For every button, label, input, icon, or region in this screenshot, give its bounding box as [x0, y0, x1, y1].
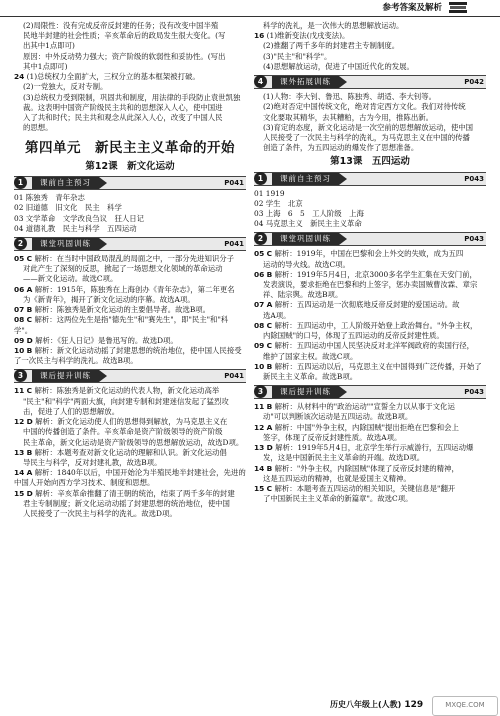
section-header-preview [254, 172, 486, 186]
answer-10 [14, 346, 246, 366]
choice-answer: C [266, 249, 273, 259]
explanation-text: 解析：在当时中国政局混乱的局面之中，一部分先进知识分子 [34, 254, 235, 264]
answer-08 [254, 321, 486, 341]
explanation-text: 解析：本题考查五四运动的相关知识，关键信息是"翻开 [274, 483, 456, 493]
choice-answer: B [266, 361, 273, 371]
explanation-text: 民主革命，新文化运动是资产阶级领导的思想解放运动，故选D项。 [23, 437, 244, 447]
choice-answer: B [26, 305, 33, 315]
explanation-text: 解析：中国"外争主权，内除国贼"提出拒绝在巴黎和会上 [274, 422, 459, 432]
fill-answer: 01 1919 [254, 188, 285, 198]
book-stack-icon [448, 1, 468, 14]
question-number: 09 [254, 341, 265, 351]
text-line: 出其中1点即可) [23, 41, 75, 51]
question-number: 14 [14, 468, 25, 478]
page-footer [330, 699, 423, 711]
explanation-text: 运动的导火线。故选C项。 [263, 259, 350, 269]
text-line: 创造了条件，为五四运动的爆发作了思想准备。 [263, 143, 419, 153]
text-line: 民地半封建的社会性质；辛亥革命后的政局发生很大变化。(写 [23, 31, 226, 41]
text-line: (3)"民主"和"科学"。 [263, 51, 332, 61]
question-number: 10 [14, 345, 25, 355]
answer-14 [14, 468, 246, 488]
explanation-text: 解析：从材料中的"政治运动""宣誓全力以从事于文化运 [274, 402, 455, 412]
explanation-text: 这是五四运动的精神，也就是爱国主义精神。 [263, 473, 411, 483]
text-line: 科学的洗礼，是一次伟大的思想解放运动。 [263, 21, 404, 30]
unit-title: 第四单元 新民主主义革命的开始 [25, 140, 235, 157]
explanation-text: 解析：五四运动是一次彻底地反帝反封建的爱国运动。故 [274, 300, 460, 310]
section-page-ref: P043 [464, 235, 484, 244]
section-page-ref: P041 [224, 179, 244, 188]
explanation-text: "民主"和"科学"两面大旗，向封建专制和封建迷信发起了猛烈攻 [23, 396, 229, 406]
explanation-text: 解析：新文化运动使人们的思想得到解放，为马克思主义在 [35, 417, 228, 427]
explanation-text: 发，这是中国新民主主义革命的开端。故选D项。 [263, 453, 425, 463]
answer-06 [254, 270, 486, 301]
text-line: 的思想。 [23, 123, 53, 133]
answer-12 [14, 417, 246, 448]
header-title: 参考答案及解析 [382, 3, 442, 13]
answer-12 [254, 423, 486, 443]
section-header-homework [14, 369, 246, 383]
watermark-badge: MXQE.COM [432, 696, 498, 716]
section-number-badge: 1 [254, 172, 267, 185]
explanation-text: 解析：1840年以后，中国开始沦为半殖民地半封建社会，先进的中国人开始向西方学习技术、制度和思想。 [14, 468, 246, 488]
explanation-text: 解析："外争主权，内除国贼"体现了反帝反封建的精神， [274, 463, 459, 473]
choice-answer: A [266, 422, 273, 432]
fill-answer: 02 学生 北京 [254, 198, 303, 208]
choice-answer: B [266, 463, 273, 473]
text-line: (4)思想解放运动，促进了中国近代化的发展。 [263, 61, 414, 71]
section-header-classwork [254, 232, 486, 246]
explanation-text: 祥、陆宗舆。故选B项。 [263, 290, 343, 300]
section-page-ref: P041 [224, 372, 244, 381]
answer-09 [14, 336, 246, 346]
page-header [0, 0, 500, 17]
right-column [254, 21, 486, 504]
explanation-text: 发表演说，要求拒绝在巴黎和约上签字，惩办卖国贼曹汝霖、章宗 [263, 280, 478, 290]
section-number-badge: 3 [254, 385, 267, 398]
section-label: 课后提升训练 [272, 386, 339, 398]
text-line: (3)育定的态度，新文化运动是一次空前的思想解放运动，使中国 [263, 122, 474, 132]
explanation-text: 为《新青年》，揭开了新文化运动的序幕。故选A项。 [23, 294, 195, 304]
choice-answer: A [266, 300, 273, 310]
explanation-text: 导民主与科学，反对封建礼教，故选B项。 [23, 457, 162, 467]
choice-answer: B [26, 447, 33, 457]
explanation-text: 解析：这两位先生是指"德先生"和"赛先生"，即"民主"和"科学"。 [14, 315, 229, 335]
section-header-extension [254, 75, 486, 89]
explanation-text: 解析：本题考查对新文化运动的理解和认识。新文化运动倡 [34, 447, 227, 457]
choice-answer: A [26, 284, 33, 294]
explanation-text: 人民接受了一次民主与科学的洗礼。故选D项。 [23, 509, 177, 519]
question-number: 15 [254, 483, 265, 493]
question-number: 10 [254, 361, 265, 371]
fill-answer: 01 陈独秀 青年杂志 [14, 193, 85, 203]
question-number: 16 [254, 31, 265, 41]
answer-07 [14, 305, 246, 315]
choice-answer: B [26, 345, 33, 355]
explanation-text: 解析：1915年，陈独秀在上海创办《青年杂志》，第二年更名 [34, 284, 235, 294]
choice-answer: D [26, 335, 33, 345]
explanation-text: 维护了国家主权。故选C项。 [263, 351, 358, 361]
footer-book-title: 历史八年级上(人教) [330, 700, 402, 709]
explanation-text: 了中国新民主主义革命的新篇章"。故选C项。 [263, 494, 413, 504]
question-number: 05 [254, 249, 265, 259]
explanation-text: 击，促进了人们的思想解放。 [23, 406, 120, 416]
choice-answer: C [26, 315, 33, 325]
page-number: 129 [404, 700, 424, 710]
choice-answer: C [266, 483, 273, 493]
text-line: (3)总统权力受到限制，巩固共和制度，用法律的手段防止袁世凯独 [23, 92, 241, 102]
answer-24 [14, 72, 246, 82]
answer-11 [14, 386, 246, 417]
answer-13 [254, 443, 486, 463]
question-number: 13 [254, 443, 265, 453]
left-column [14, 21, 246, 519]
answer-23-continued [14, 21, 246, 72]
explanation-text: 解析：五四运动以后，马克思主义在中国得到广泛传播，开始了 [274, 361, 482, 371]
explanation-text: 解析：1919年，中国在巴黎和会上外交的失败，成为五四 [274, 249, 464, 259]
section-number-badge: 2 [14, 237, 27, 250]
question-number: 06 [14, 284, 25, 294]
section-header-classwork [14, 237, 246, 251]
section-label: 课堂巩固训练 [272, 233, 339, 245]
question-number: 13 [14, 447, 25, 457]
answer-text: (1)维新变法(戊戌变法)。 [266, 31, 350, 41]
explanation-text: 对此产生了深刻的反思，掀起了一场思想文化领域的革命运动 [23, 264, 223, 274]
explanation-text: 解析：陈独秀是新文化运动的代表人物，新文化运动高举 [34, 386, 220, 396]
text-line: 裁。这表明中国资产阶级民主共和的思想深入人心，使中国进 [23, 102, 223, 112]
explanation-text: 选A项。 [263, 310, 291, 320]
section-label: 课后提升训练 [32, 370, 99, 382]
explanation-text: ——新文化运动。故选C项。 [23, 274, 118, 284]
section-number-badge: 2 [254, 232, 267, 245]
text-line: 文化要取其精华，去其糟粕，古为今用，推陈出新。 [263, 112, 433, 122]
section-page-ref: P041 [224, 240, 244, 249]
question-number: 24 [14, 72, 25, 82]
question-number: 09 [14, 335, 25, 345]
text-line: (2)绝对否定中国传统文化，绝对肯定西方文化。我们对待传统 [263, 102, 466, 112]
section-label: 课前自主预习 [272, 173, 339, 185]
choice-answer: C [26, 254, 33, 264]
explanation-text: 中国的传播创造了条件。辛亥革命是资产阶级领导的资产阶级 [23, 427, 223, 437]
explanation-text: 内除国贼"的口号，体现了五四运动的反帝反封建性质。 [263, 331, 444, 341]
choice-answer: D [26, 417, 33, 427]
fill-answer: 03 文学革命 文学改良刍议 狂人日记 [14, 213, 145, 223]
explanation-text: 解析：1919年5月4日，北京学生举行示威游行，五四运动爆 [275, 443, 474, 453]
section-header-homework [254, 385, 486, 399]
explanation-text: 签字，体现了反帝反封建性质。故选A项。 [263, 432, 402, 442]
explanation-text: 解析：新文化运动动摇了封建思想的统治地位，使中国人民接受了一次民主与科学的洗礼。故选B项。 [14, 345, 242, 366]
text-line: (2)局限性：没有完成反帝反封建的任务；没有改变中国半殖 [23, 21, 219, 30]
answer-06 [14, 285, 246, 305]
question-number: 08 [14, 315, 25, 325]
fill-answer: 02 旧道德 旧文化 民主 科学 [14, 203, 122, 213]
section-page-ref: P043 [464, 388, 484, 397]
section-header-preview [14, 176, 246, 190]
question-number: 05 [14, 254, 25, 264]
answer-14 [254, 464, 486, 484]
answer-05 [254, 249, 486, 269]
answer-16 [254, 31, 486, 41]
question-number: 15 [14, 488, 25, 498]
lesson-title: 第12课 新文化运动 [85, 161, 175, 173]
text-line: 入了共和时代；民主共和观念从此深入人心，改变了中国人民 [23, 112, 223, 122]
fill-answer: 03 上海 6 5 工人阶级 上海 [254, 208, 364, 218]
explanation-text: 解析：五四运动中，工人阶级开始登上政治舞台。"外争主权， [274, 320, 478, 330]
text-line: 其中1点即可) [23, 61, 68, 71]
answer-text: (1)总统权力全面扩大，三权分立的基本框架被打破。 [26, 72, 200, 82]
question-number: 12 [14, 417, 25, 427]
section-number-badge: 3 [14, 369, 27, 382]
answer-15 [254, 484, 486, 504]
section-number-badge: 1 [14, 176, 27, 189]
question-number: 11 [14, 386, 25, 396]
section-label: 课外拓展训练 [272, 76, 339, 88]
fill-answer: 04 马克思主义 新民主主义革命 [254, 219, 362, 229]
section-label: 课前自主预习 [32, 177, 99, 189]
question-number: 12 [254, 422, 265, 432]
answer-15 [14, 489, 246, 520]
answer-13 [14, 448, 246, 468]
section-label: 课堂巩固训练 [32, 238, 99, 250]
question-number: 06 [254, 269, 265, 279]
fill-answer: 04 道德礼教 民主与科学 五四运动 [14, 223, 137, 233]
text-line: 原因：中外反动势力强大；资产阶级的软弱性和妥协性。(写出 [23, 51, 226, 61]
choice-answer: B [266, 269, 273, 279]
question-number: 08 [254, 320, 265, 330]
choice-answer: A [26, 468, 33, 478]
question-number: 07 [14, 305, 25, 315]
text-line: 人民接受了一次民主与科学的洗礼，为马克思主义在中国的传播 [263, 132, 470, 142]
choice-answer: C [26, 386, 33, 396]
question-number: 14 [254, 463, 265, 473]
section-page-ref: P043 [464, 174, 484, 183]
answer-10 [254, 362, 486, 382]
answer-08 [14, 315, 246, 335]
section-page-ref: P042 [464, 78, 484, 87]
text-line: (1)人物：李大钊、鲁迅、陈独秀、胡适、李大钊等。 [263, 92, 437, 102]
choice-answer: D [266, 443, 273, 453]
answer-09 [254, 341, 486, 361]
explanation-text: 新民主主义革命。故选B项。 [263, 372, 358, 382]
explanation-text: 君主专制制度；新文化运动动摇了封建思想的统治地位，使中国 [23, 498, 230, 508]
choice-answer: C [266, 320, 273, 330]
question-number: 11 [254, 402, 265, 412]
lesson-title: 第13课 五四运动 [330, 156, 410, 168]
explanation-text: 解析：1919年5月4日，北京3000多名学生汇集在天安门前， [274, 269, 477, 279]
explanation-text: 解析：辛亥革命推翻了清王朝的统治，结束了两千多年的封建 [35, 488, 235, 498]
text-line: (2)推翻了两千多年的封建君主专制制度。 [263, 41, 400, 51]
choice-answer: C [266, 341, 273, 351]
answer-07 [254, 300, 486, 320]
answer-11 [254, 402, 486, 422]
explanation-text: 解析：陈独秀是新文化运动的主要倡导者。故选B项。 [34, 305, 211, 315]
explanation-text: 解析：五四运动中国人民坚决反对北洋军阀政府的卖国行径， [274, 341, 475, 351]
answer-05 [14, 254, 246, 285]
explanation-text: 解析：《狂人日记》是鲁迅写的。故选D项。 [35, 335, 178, 345]
choice-answer: B [266, 402, 273, 412]
section-number-badge: 4 [254, 75, 267, 88]
text-line: (2)一党独大，反对专制。 [23, 82, 108, 92]
explanation-text: 动"可以判断该次运动是五四运动。故选B项。 [263, 412, 413, 422]
question-number: 07 [254, 300, 265, 310]
choice-answer: D [26, 488, 33, 498]
